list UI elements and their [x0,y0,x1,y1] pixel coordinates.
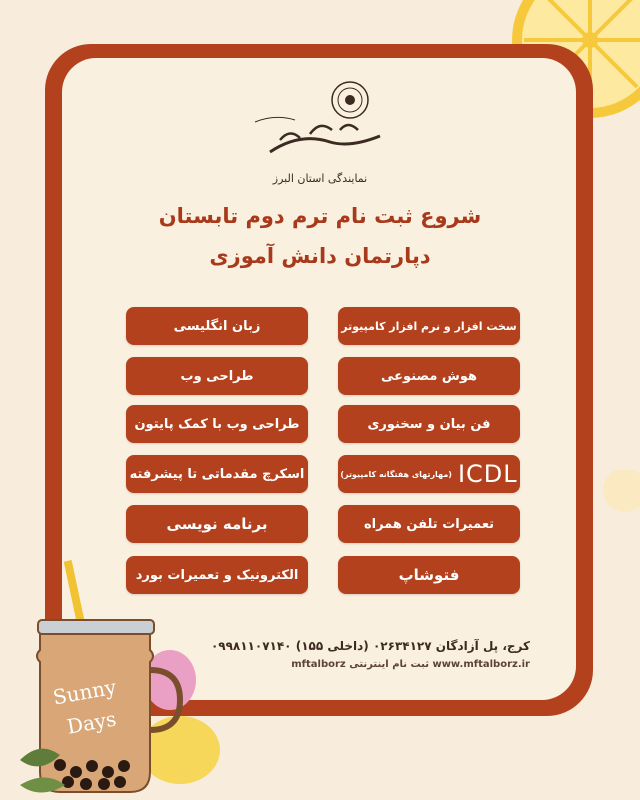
course-english[interactable]: زبان انگلیسی [126,307,308,345]
course-mobile-repair[interactable]: تعمیرات تلفن همراه [338,505,520,543]
drink-jar-illustration [20,560,220,800]
leaf-decoration [600,470,640,530]
branch-subtitle: نمایندگی استان البرز [272,172,368,185]
course-electronics[interactable]: الکترونیک و تعمیرات بورد [126,556,308,594]
course-web-design[interactable]: طراحی وب [126,357,308,395]
course-public-speaking[interactable]: فن بیان و سخنوری [338,405,520,443]
contact-address-phone: کرج، پل آزادگان ۰۲۶۳۴۱۲۷ (داخلی ۱۵۵) ۰۹۹۸۱۱۰۷۱۴۰ [210,639,530,653]
course-scratch[interactable]: اسکرچ مقدماتی تا پیشرفته [126,455,308,493]
course-programming[interactable]: برنامه نویسی [126,505,308,543]
institute-logo [250,70,410,170]
course-photoshop[interactable]: فتوشاپ [338,556,520,594]
course-hardware-software[interactable]: سخت افزار و نرم افزار کامپیوتر [338,307,520,345]
icdl-description: (مهارتهای هفتگانه کامپیوتر) [340,469,452,479]
course-ai[interactable]: هوش مصنوعی [338,357,520,395]
department-title: دپارتمان دانش آموزی [209,244,431,268]
svg-text:Sunny: Sunny [51,674,118,710]
main-title: شروع ثبت نام ترم دوم تابستان [158,204,482,228]
icdl-label: ICDL [457,460,518,488]
svg-text:Days: Days [65,706,118,739]
contact-website-social[interactable]: www.mftalborz.ir ثبت نام اینترنتی mftalborz [291,659,530,670]
course-web-python[interactable]: طراحی وب با کمک پایتون [126,405,308,443]
course-icdl[interactable] [338,455,520,493]
